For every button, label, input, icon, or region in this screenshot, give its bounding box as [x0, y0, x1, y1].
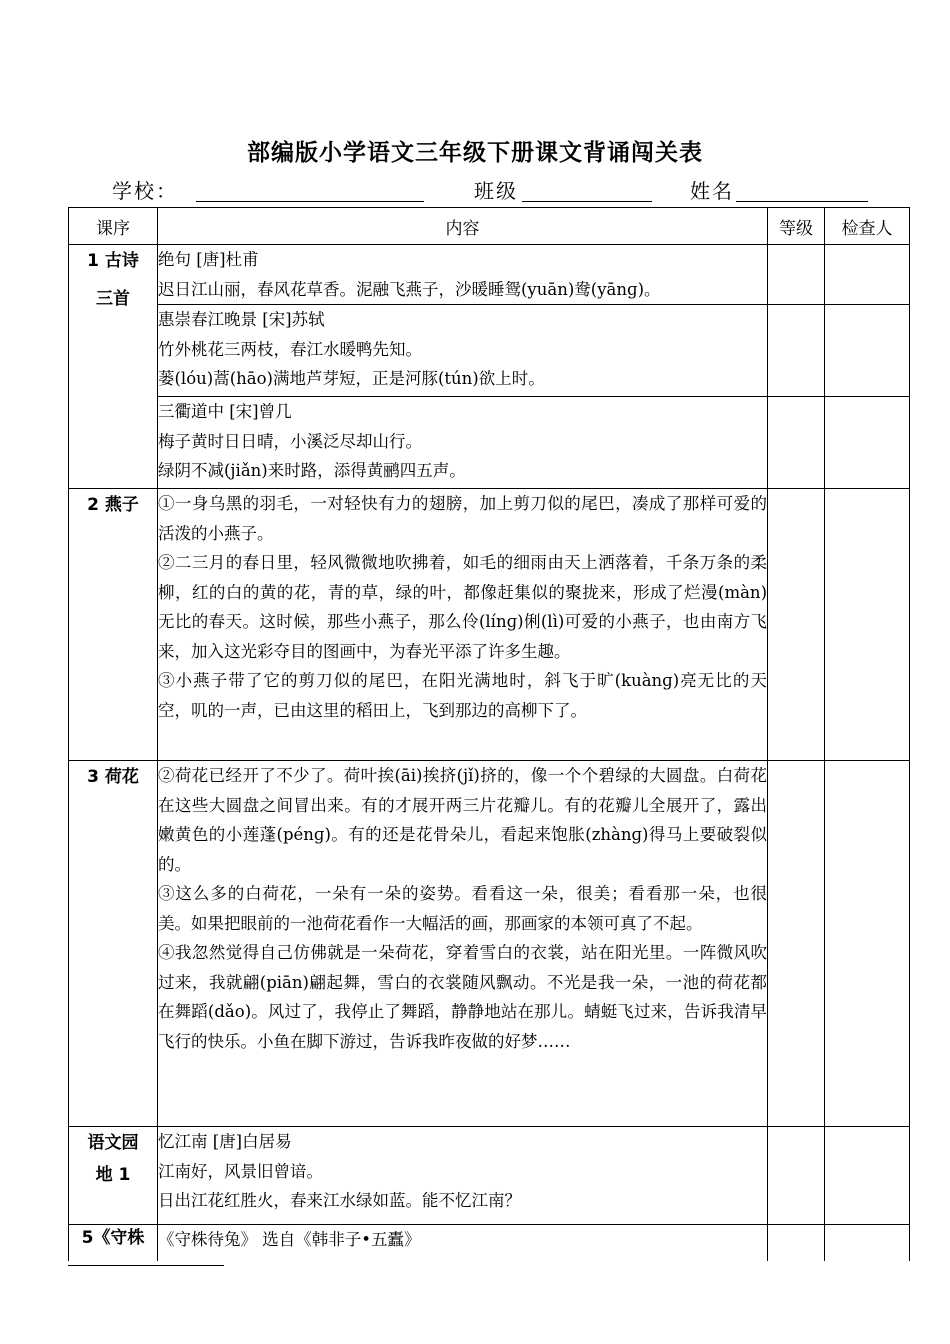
lesson-cell — [69, 761, 158, 1127]
recitation-table — [68, 207, 910, 1261]
paragraph: ②荷花已经开了不少了。荷叶挨(āi)挨挤(jǐ)挤的，像一个个碧绿的大圆盘。白荷花在这些大圆盘之间冒出来。有的才展开两三片花瓣儿。有的花瓣儿全展开了，露出嫩黄色的小莲蓬(pénɡ)。有的还是花骨朵儿，看起来饱胀(zhànɡ)得马上要破裂似的。 — [158, 766, 767, 874]
paragraph: ③小燕子带了它的剪刀似的尾巴，在阳光满地时，斜飞于旷(kuànɡ)亮无比的天空，叽的一声，已由这里的稻田上，飞到那边的高柳下了。 — [158, 671, 767, 720]
name-blank[interactable] — [736, 201, 868, 202]
content-cell — [158, 1225, 768, 1261]
lesson-label: 2 燕子 — [87, 495, 139, 515]
table-row — [69, 1127, 910, 1225]
poem-title: 三衢道中 [宋]曾几 — [158, 402, 292, 421]
table-row — [69, 245, 910, 305]
poem-title: 绝句 [唐]杜甫 — [158, 250, 259, 269]
table-bottom-edge — [68, 1265, 224, 1266]
grade-cell[interactable] — [768, 761, 825, 1127]
checker-cell[interactable] — [825, 397, 910, 489]
lesson-label: 3 荷花 — [87, 767, 139, 787]
school-blank[interactable] — [196, 201, 424, 202]
content-cell — [158, 761, 768, 1127]
content-line: 竹外桃花三两枝，春江水暖鸭先知。 — [158, 339, 422, 359]
lesson-label: 1 古诗 — [87, 251, 139, 271]
header-grade: 等级 — [768, 208, 825, 245]
content-cell — [158, 245, 768, 305]
paragraph: ③这么多的白荷花，一朵有一朵的姿势。看看这一朵，很美；看看那一朵，也很美。如果把眼前的一池荷花看作一大幅活的画，那画家的本领可真了不起。 — [158, 884, 767, 933]
header-checker: 检查人 — [825, 208, 910, 245]
class-blank[interactable] — [522, 201, 652, 202]
table-row — [69, 761, 910, 1127]
content-line: 江南好，风景旧曾谙。 — [158, 1161, 323, 1181]
content-line: 绿阴不减(jiǎn)来时路，添得黄鹂四五声。 — [158, 461, 466, 480]
table-row — [69, 397, 910, 489]
checker-cell[interactable] — [825, 305, 910, 397]
lesson-cell — [69, 489, 158, 761]
content-cell — [158, 489, 768, 761]
lesson-label: 5《守株 — [81, 1228, 145, 1248]
content-cell — [158, 397, 768, 489]
checker-cell[interactable] — [825, 1225, 910, 1261]
checker-cell[interactable] — [825, 761, 910, 1127]
content-line: 蒌(lóu)蒿(hāo)满地芦芽短，正是河豚(tún)欲上时。 — [158, 369, 545, 388]
content-line: 迟日江山丽，春风花草香。泥融飞燕子，沙暖睡鸳(yuān)鸯(yānɡ)。 — [158, 279, 661, 299]
table-row — [69, 305, 910, 397]
table-row — [69, 1225, 910, 1261]
checker-cell[interactable] — [825, 489, 910, 761]
grade-cell[interactable] — [768, 489, 825, 761]
grade-cell[interactable] — [768, 245, 825, 305]
content-line: 梅子黄时日日晴，小溪泛尽却山行。 — [158, 431, 422, 451]
lesson-cell — [69, 245, 158, 489]
header-content: 内容 — [158, 208, 768, 245]
lesson-label: 语文园 — [87, 1133, 139, 1153]
content-line: 日出江花红胜火，春来江水绿如蓝。能不忆江南？ — [158, 1191, 521, 1210]
lesson-label: 地 1 — [95, 1165, 131, 1185]
poem-title: 《守株待兔》 选自《韩非子•五蠹》 — [158, 1230, 421, 1249]
table-row — [69, 489, 910, 761]
school-label: 学校： — [112, 179, 178, 203]
content-cell — [158, 1127, 768, 1225]
paragraph: ②二三月的春日里，轻风微微地吹拂着，如毛的细雨由天上洒落着，千条万条的柔柳，红的白的黄的花，青的草，绿的叶，都像赶集似的聚拢来，形成了烂漫(màn)无比的春天。这时候，那些小燕子，那么伶(línɡ)俐(lì)可爱的小燕子，也由南方飞来，加入这光彩夺目的图画中，为春光平添了许多生趣。 — [158, 553, 767, 661]
name-label: 姓名 — [690, 179, 734, 203]
checker-cell[interactable] — [825, 1127, 910, 1225]
checker-cell[interactable] — [825, 245, 910, 305]
header-row — [69, 208, 910, 245]
class-label: 班级 — [474, 179, 518, 203]
paragraph: ④我忽然觉得自己仿佛就是一朵荷花，穿着雪白的衣裳，站在阳光里。一阵微风吹过来，我就翩(piān)翩起舞，雪白的衣裳随风飘动。不光是我一朵，一池的荷花都在舞蹈(dǎo)。风过了，我停止了舞蹈，静静地站在那儿。蜻蜓飞过来，告诉我清早飞行的快乐。小鱼在脚下游过，告诉我昨夜做的好梦…… — [158, 943, 767, 1051]
poem-title: 忆江南 [唐]白居易 — [158, 1132, 292, 1151]
lesson-cell — [69, 1225, 158, 1261]
page-title: 部编版小学语文三年级下册课文背诵闯关表 — [247, 140, 703, 166]
lesson-label: 三首 — [96, 289, 130, 309]
paragraph: ①一身乌黑的羽毛，一对轻快有力的翅膀，加上剪刀似的尾巴，凑成了那样可爱的活泼的小燕子。 — [158, 494, 767, 543]
grade-cell[interactable] — [768, 397, 825, 489]
grade-cell[interactable] — [768, 1225, 825, 1261]
grade-cell[interactable] — [768, 1127, 825, 1225]
content-cell — [158, 305, 768, 397]
lesson-cell — [69, 1127, 158, 1225]
poem-title: 惠崇春江晚景 [宋]苏轼 — [158, 310, 325, 329]
grade-cell[interactable] — [768, 305, 825, 397]
header-lesson: 课序 — [69, 208, 158, 245]
